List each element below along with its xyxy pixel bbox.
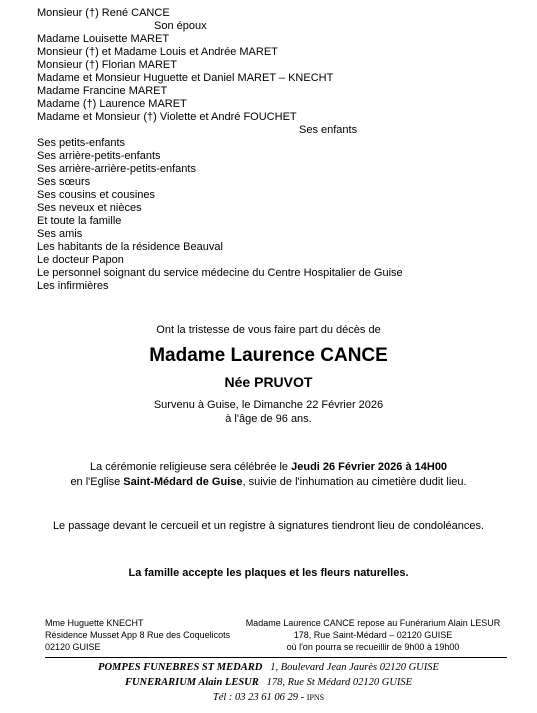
funeral-home-phone: Tél : 03 23 61 06 29 - <box>212 692 305 703</box>
funeral-home-address: 1, Boulevard Jean Jaurès 02120 GUISE <box>270 662 439 673</box>
funeral-home-line-3 <box>0 691 537 704</box>
family-member-line: Monsieur (†) Florian MARET <box>37 59 177 71</box>
family-member-line: Monsieur (†) René CANCE <box>37 7 170 19</box>
family-member-line: Le docteur Papon <box>37 254 124 266</box>
deceased-name: Madame Laurence CANCE <box>149 345 388 366</box>
family-member-line: Madame et Monsieur Huguette et Daniel MARET – KNECHT <box>37 72 334 84</box>
repose-info <box>243 617 503 653</box>
church-prefix: en l'Eglise <box>70 476 124 488</box>
family-member-line: Ses cousins et cousines <box>37 189 156 201</box>
family-member-line: Son époux <box>154 20 207 32</box>
ceremony-line-1 <box>0 460 537 474</box>
funeral-home-line-2 <box>0 676 537 689</box>
family-member-line: Ses amis <box>37 228 83 240</box>
condolences-text: Le passage devant le cercueil et un registre à signatures tiendront lieu de condoléances. <box>52 520 485 532</box>
family-member-line: Ses petits-enfants <box>37 137 126 149</box>
death-date-line: Survenu à Guise, le Dimanche 22 Février 2026 <box>153 399 384 411</box>
funerarium-name: FUNERARIUM Alain LESUR <box>124 677 259 688</box>
repose-line-3: où l'on pourra se recueillir de 9h00 à 19h00 <box>286 642 460 652</box>
family-member-line: Madame (†) Laurence MARET <box>37 98 187 110</box>
family-list <box>37 7 517 293</box>
maiden-name: Née PRUVOT <box>224 374 313 390</box>
repose-line-2: 178, Rue Saint-Médard – 02120 GUISE <box>293 630 453 640</box>
repose-line-1: Madame Laurence CANCE repose au Funérarium Alain LESUR <box>245 618 501 628</box>
contact-city: 02120 GUISE <box>45 642 101 652</box>
family-member-line: Et toute la famille <box>37 215 122 227</box>
funeral-home-line-1 <box>0 661 537 674</box>
contact-address: Résidence Musset App 8 Rue des Coquelicots <box>45 630 231 640</box>
family-member-line: Madame et Monsieur (†) Violette et André FOUCHET <box>37 111 297 123</box>
ceremony-prefix: La cérémonie religieuse sera célébrée le <box>89 461 292 473</box>
church-name: Saint-Médard de Guise <box>123 476 243 488</box>
family-member-line: Madame Louisette MARET <box>37 33 170 45</box>
ceremony-date: Jeudi 26 Février 2026 à 14H00 <box>291 461 448 473</box>
funeral-home-name: POMPES FUNEBRES ST MEDARD <box>98 662 263 673</box>
family-contact <box>45 617 230 653</box>
family-member-line: Les habitants de la résidence Beauval <box>37 241 223 253</box>
flowers-text: La famille accepte les plaques et les fleurs naturelles. <box>128 567 409 579</box>
funerarium-address: 178, Rue St Médard 02120 GUISE <box>266 677 413 688</box>
ipns-tag: IPNS <box>306 693 325 702</box>
family-member-line: Les infirmières <box>37 280 109 292</box>
ceremony-line-2 <box>0 475 537 489</box>
family-member-line: Ses neveux et nièces <box>37 202 142 214</box>
contact-name: Mme Huguette KNECHT <box>45 618 144 628</box>
family-member-line: Monsieur (†) et Madame Louis et Andrée MARET <box>37 46 278 58</box>
burial-text: , suivie de l'inhumation au cimetière dudit lieu. <box>242 476 467 488</box>
family-member-line: Ses arrière-arrière-petits-enfants <box>37 163 196 175</box>
family-member-line: Ses enfants <box>299 124 358 136</box>
family-member-line: Le personnel soignant du service médecine du Centre Hospitalier de Guise <box>37 267 403 279</box>
announcement-intro: Ont la tristesse de vous faire part du décès de <box>156 324 381 336</box>
family-member-line: Madame Francine MARET <box>37 85 168 97</box>
age-line: à l'âge de 96 ans. <box>225 413 312 425</box>
footer-divider <box>45 657 507 658</box>
family-member-line: Ses arrière-petits-enfants <box>37 150 161 162</box>
family-member-line: Ses sœurs <box>37 176 91 188</box>
